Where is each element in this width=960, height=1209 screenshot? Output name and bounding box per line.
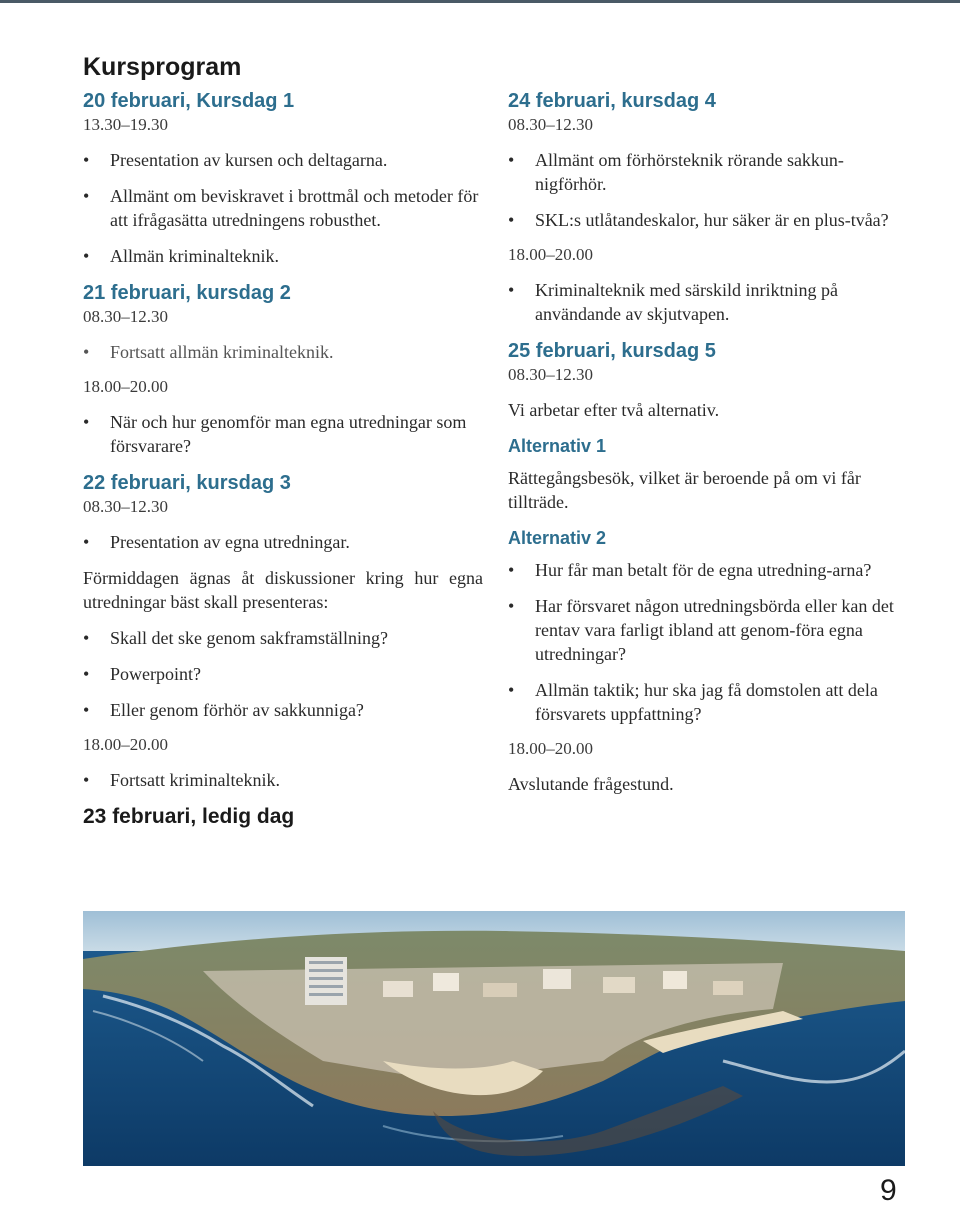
day2-heading: 21 februari, kursdag 2 (83, 282, 291, 304)
list-item: • Allmänt om förhörsteknik rörande sakkun-nigförhör. (508, 148, 908, 196)
day-off-heading: 23 februari, ledig dag (83, 805, 295, 828)
day1-time: 13.30–19.30 (83, 115, 168, 134)
list-item: • Skall det ske genom sakframställning? (83, 626, 483, 650)
day1-list (83, 148, 483, 268)
day3-questions-list (83, 626, 483, 722)
day5-time-morning: 08.30–12.30 (508, 365, 593, 384)
day2-evening-list (83, 410, 483, 458)
list-item: • Allmän kriminalteknik. (83, 244, 483, 268)
alt2-list (508, 558, 908, 726)
day5-time-evening: 18.00–20.00 (508, 739, 593, 758)
list-item: • SKL:s utlåtandeskalor, hur säker är en plus-tvåa? (508, 208, 908, 232)
day4-heading: 24 februari, kursdag 4 (508, 90, 716, 112)
page-title: Kursprogram (83, 53, 242, 81)
day2-time-morning: 08.30–12.30 (83, 307, 168, 326)
list-item: • Presentation av kursen och deltagarna. (83, 148, 483, 172)
list-item: • Kriminalteknik med särskild inriktning på användande av skjutvapen. (508, 278, 908, 326)
coastline-illustration (83, 911, 905, 1166)
list-item: • Har försvaret någon utredningsbörda eller kan det rentav vara farligt ibland att genom-föra egna utredningar? (508, 594, 908, 666)
list-item: • Powerpoint? (83, 662, 483, 686)
day5-closing: Avslutande frågestund. (508, 774, 674, 794)
day3-evening-list (83, 768, 483, 792)
day4-evening-list (508, 278, 908, 326)
coastline-photo (83, 911, 905, 1166)
alt1-heading: Alternativ 1 (508, 436, 607, 456)
day3-time-evening: 18.00–20.00 (83, 735, 168, 754)
day5-intro: Vi arbetar efter två alternativ. (508, 400, 720, 420)
list-item: • Eller genom förhör av sakkunniga? (83, 698, 483, 722)
list-item: • Fortsatt allmän kriminalteknik. (83, 340, 483, 364)
alt1-text: Rättegångsbesök, vilket är beroende på om vi får tillträde. (508, 468, 861, 512)
day2-morning-list (83, 340, 483, 364)
list-item: • Presentation av egna utredningar. (83, 530, 483, 554)
page-number: 9 (880, 1174, 897, 1207)
day4-time-evening: 18.00–20.00 (508, 245, 593, 264)
list-item: • När och hur genomför man egna utredningar som försvarare? (83, 410, 483, 458)
top-rule (0, 0, 960, 3)
right-column (508, 88, 908, 808)
alt2-heading: Alternativ 2 (508, 528, 607, 548)
day3-heading: 22 februari, kursdag 3 (83, 472, 291, 494)
list-item: • Hur får man betalt för de egna utredning-arna? (508, 558, 908, 582)
list-item: • Fortsatt kriminalteknik. (83, 768, 483, 792)
day4-morning-list (508, 148, 908, 232)
list-item: • Allmänt om beviskravet i brottmål och metoder för att ifrågasätta utredningens robusthet. (83, 184, 483, 232)
day2-time-evening: 18.00–20.00 (83, 377, 168, 396)
day3-paragraph: Förmiddagen ägnas åt diskussioner kring hur egna utredningar bäst skall presenteras: (83, 568, 483, 612)
day5-heading: 25 februari, kursdag 5 (508, 340, 716, 362)
left-column (83, 52, 483, 830)
list-item: • Allmän taktik; hur ska jag få domstolen att dela försvarets uppfattning? (508, 678, 908, 726)
day3-morning-list (83, 530, 483, 554)
day3-time-morning: 08.30–12.30 (83, 497, 168, 516)
day1-heading: 20 februari, Kursdag 1 (83, 90, 295, 112)
day4-time-morning: 08.30–12.30 (508, 115, 593, 134)
